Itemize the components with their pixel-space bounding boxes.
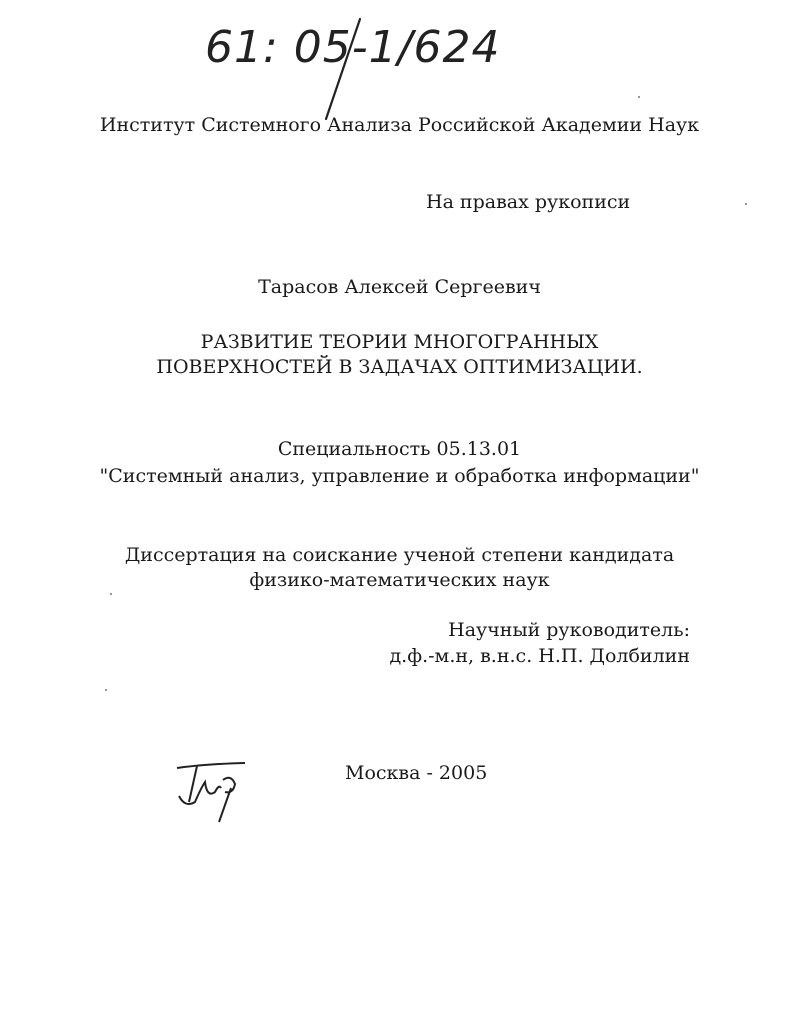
supervisor-label: Научный руководитель: (448, 619, 690, 641)
author-name: Тарасов Алексей Сергеевич (258, 276, 541, 298)
specialty-code: Специальность 05.13.01 (277, 438, 522, 460)
thesis-title-line-2: ПОВЕРХНОСТЕЙ В ЗАДАЧАХ ОПТИМИЗАЦИИ. (156, 356, 643, 378)
specialty-name: "Системный анализ, управление и обработка информации" (99, 465, 700, 487)
dissertation-line-1: Диссертация на соискание ученой степени кандидата (124, 544, 675, 566)
signature-mark (175, 758, 265, 828)
place-and-year: Москва - 2005 (345, 762, 488, 784)
scan-speck (110, 593, 112, 595)
scan-speck (638, 96, 640, 98)
archive-number-slash-stroke (312, 15, 372, 125)
handwritten-archive-number: 61: 05-1/624 (205, 22, 501, 73)
scan-speck (105, 689, 107, 691)
dissertation-line-2: физико-математических наук (249, 569, 550, 591)
institute-name: Институт Системного Анализа Российской Академии Наук (99, 114, 700, 136)
manuscript-note: На правах рукописи (426, 191, 631, 213)
supervisor-name: д.ф.-м.н, в.н.с. Н.П. Долбилин (389, 645, 690, 667)
thesis-title-line-1: РАЗВИТИЕ ТЕОРИИ МНОГОГРАННЫХ (200, 331, 599, 353)
scan-speck (745, 203, 747, 205)
